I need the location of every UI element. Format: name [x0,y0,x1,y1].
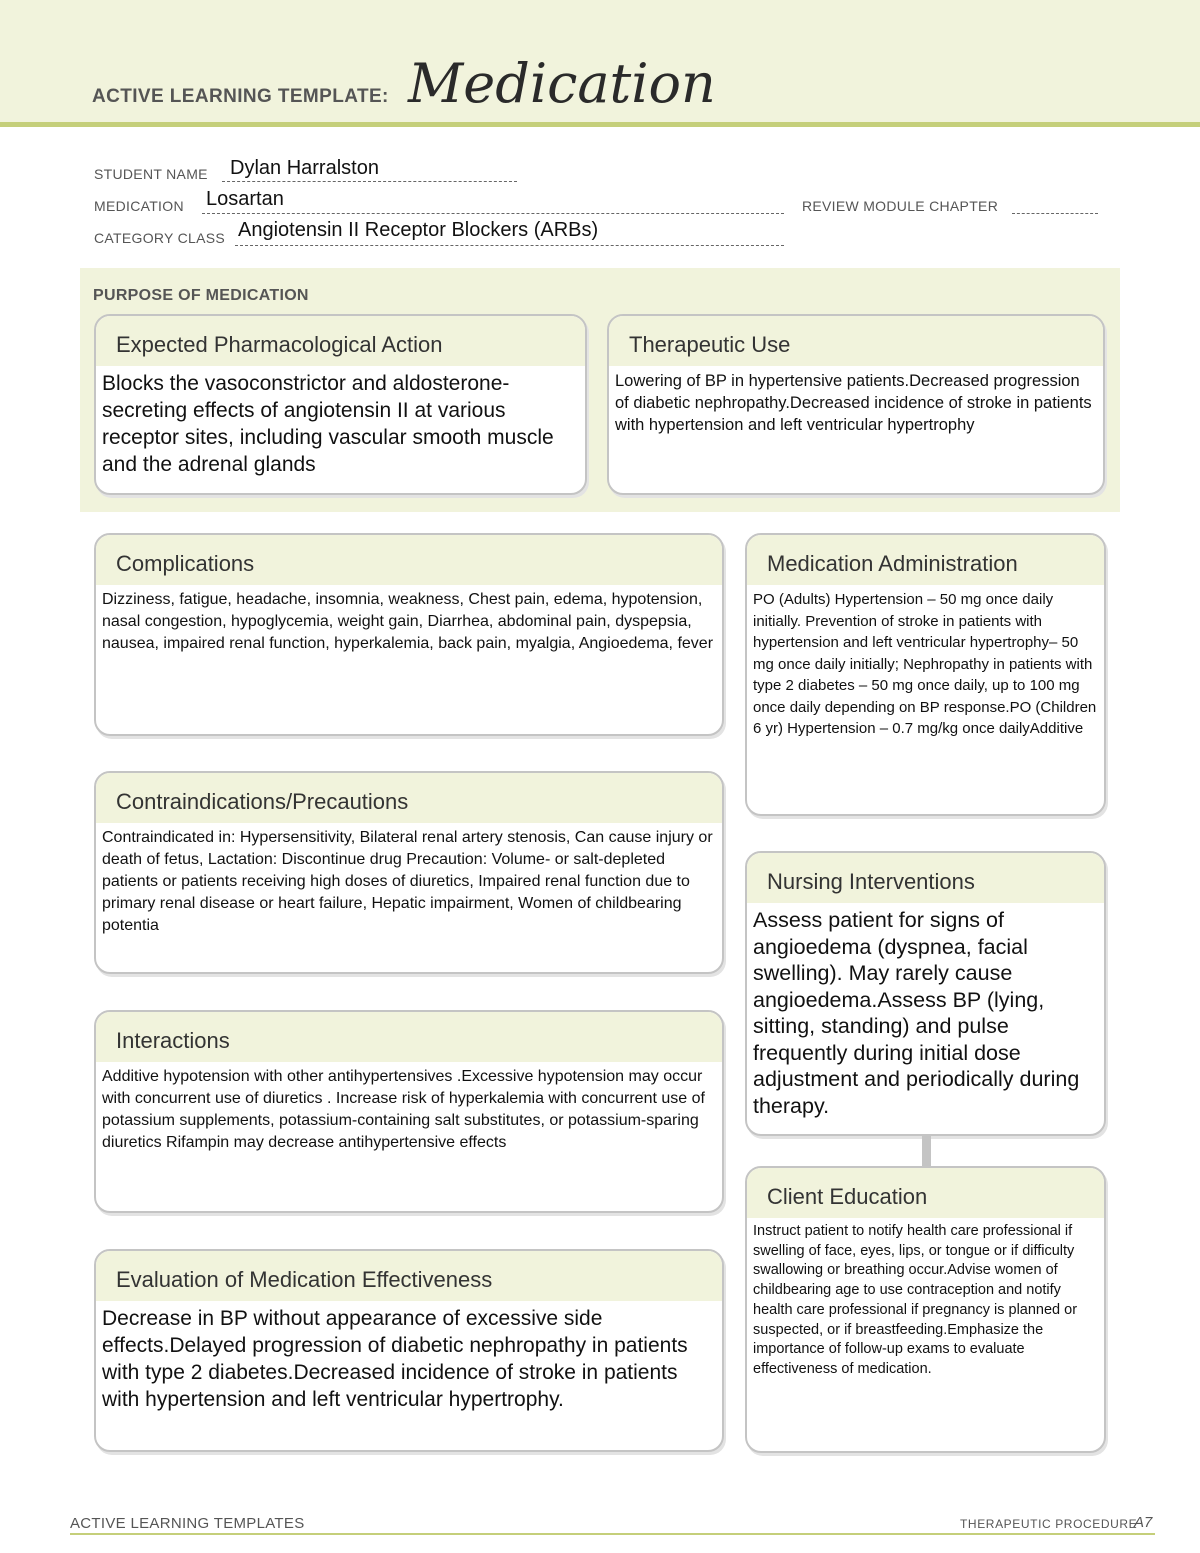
purpose-label: PURPOSE OF MEDICATION [93,287,309,304]
interactions-title: Interactions [96,1012,722,1062]
review-module-label: REVIEW MODULE CHAPTER [802,198,999,214]
medication-line [202,213,784,214]
therapeutic-use-title: Therapeutic Use [609,316,1103,366]
template-prefix: ACTIVE LEARNING TEMPLATE: [92,86,389,107]
category-class-field[interactable]: Angiotensin II Receptor Blockers (ARBs) [238,219,599,241]
student-name-line [222,181,517,182]
interactions-text[interactable]: Additive hypotension with other antihypertensives .Excessive hypotension may occur with concurrent use of diuretics . Increase risk of hyperkalemia with concurrent use of potassium supplements, potassium-containing salt substitutes, or potassium-sparing diuretics Rifampin may decrease antihypertensive effects [102,1068,705,1151]
review-module-line [1012,213,1098,214]
student-name-label: STUDENT NAME [94,166,208,182]
therapeutic-use-text[interactable]: Lowering of BP in hypertensive patients.Decreased progression of diabetic nephropathy.Decreased incidence of stroke in patients with hypertension and left ventricular hypertrophy [615,372,1092,434]
expected-action-box [94,314,587,495]
nursing-interventions-text[interactable]: Assess patient for signs of angioedema (dyspnea, facial swelling). May rarely cause angioedema.Assess BP (lying, sitting, standing) and pulse frequently during initial dose adjustment and periodically during therapy. [753,908,1080,1118]
therapeutic-use-box [607,314,1105,495]
expected-action-text[interactable]: Blocks the vasoconstrictor and aldosterone-secreting effects of angiotensin II at various receptor sites, including vascular smooth muscle and the adrenal glands [102,372,554,476]
contraindications-title: Contraindications/Precautions [96,773,722,823]
footer-right-text: THERAPEUTIC PROCEDURE [960,1517,1138,1531]
box-connector [922,1136,931,1166]
student-name-field[interactable]: Dylan Harralston [230,157,379,179]
page-title: Medication [408,52,716,115]
footer-left-text: ACTIVE LEARNING TEMPLATES [70,1515,305,1532]
evaluation-text[interactable]: Decrease in BP without appearance of excessive side effects.Delayed progression of diabetic nephropathy in patients with type 2 diabetes.Decreased incidence of stroke in patients with hypertension and left ventricular hypertrophy. [102,1307,688,1411]
category-class-line [235,245,784,246]
client-education-box [745,1166,1106,1453]
nursing-interventions-box [745,851,1106,1136]
evaluation-box [94,1249,724,1452]
client-education-text[interactable]: Instruct patient to notify health care professional if swelling of face, eyes, lips, or tongue or if difficulty swallowing or breathing occur.Advise women of childbearing age to use contraception and notify health care professional if pregnancy is planned or suspected, or if breastfeeding.Emphasize the importance of follow-up exams to evaluate effectiveness of medication. [753,1223,1078,1377]
complications-title: Complications [96,535,722,585]
expected-action-title: Expected Pharmacological Action [96,316,585,366]
contraindications-text[interactable]: Contraindicated in: Hypersensitivity, Bilateral renal artery stenosis, Can cause injury or death of fetus, Lactation: Discontinue drug Precaution: Volume- or salt-depleted patients or patients receiving high doses of diuretics, Impaired renal function due to primary renal disease or heart failure, Hepatic impairment, Women of childbearing potentia [102,829,713,934]
complications-text[interactable]: Dizziness, fatigue, headache, insomnia, weakness, Chest pain, edema, hypotension, nasal congestion, hypoglycemia, weight gain, Diarrhea, abdominal pain, dyspepsia, nausea, impaired renal function, hyperkalemia, back pain, myalgia, Angioedema, fever [102,591,714,652]
administration-box [745,533,1106,816]
header-rule [0,122,1200,127]
contraindications-box [94,771,724,974]
evaluation-title: Evaluation of Medication Effectiveness [96,1251,722,1301]
page-number: A7 [1134,1514,1153,1531]
nursing-interventions-title: Nursing Interventions [747,853,1104,903]
administration-text[interactable]: PO (Adults) Hypertension – 50 mg once daily initially. Prevention of stroke in patients with hypertension and left ventricular hypertrophy– 50 mg once daily initially; Nephropathy in patients with type 2 diabetes – 50 mg once daily, up to 100 mg once daily depending on BP response.PO (Children 6 yr) Hypertension – 0.7 mg/kg once dailyAdditive [753,591,1097,737]
category-class-label: CATEGORY CLASS [94,230,226,246]
interactions-box [94,1010,724,1213]
medication-label: MEDICATION [94,198,184,214]
administration-title: Medication Administration [747,535,1104,585]
client-education-title: Client Education [747,1168,1104,1218]
medication-field[interactable]: Losartan [206,188,284,210]
footer-rule [70,1533,1155,1535]
complications-box [94,533,724,736]
